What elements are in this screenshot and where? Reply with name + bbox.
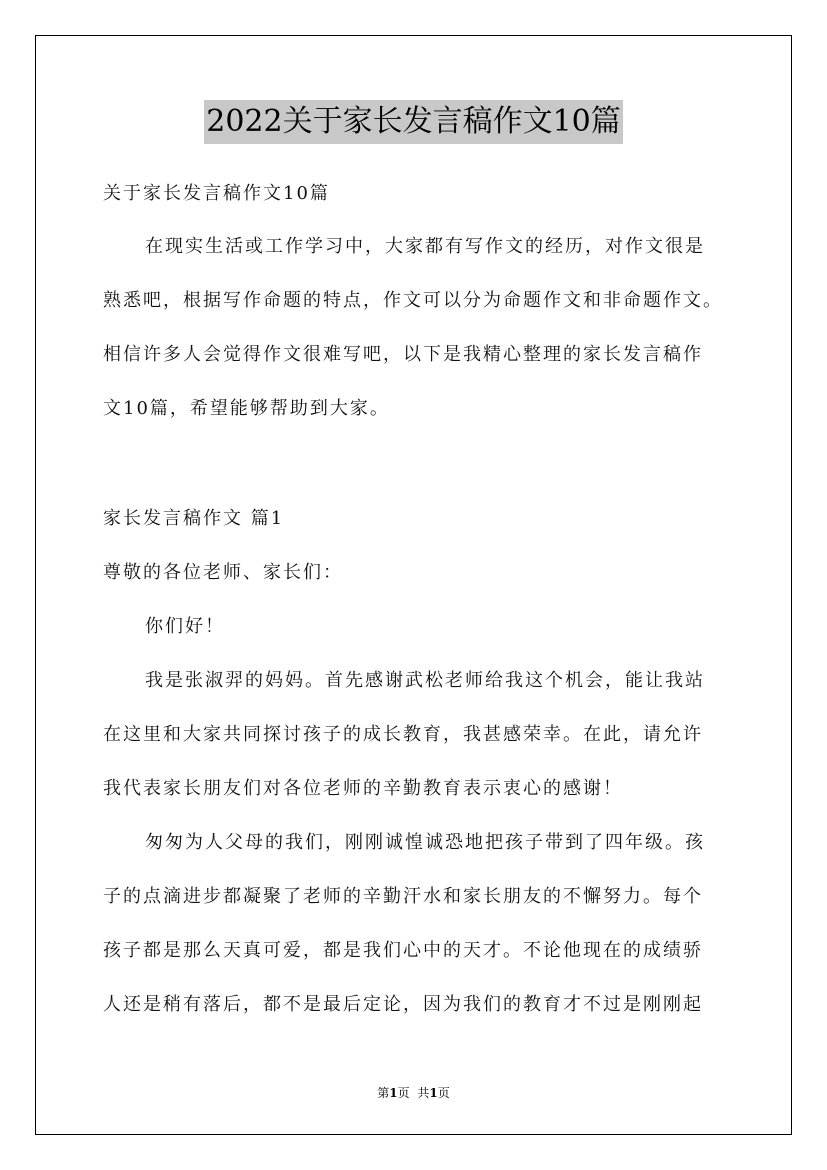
para2-line-1: 匆匆为人父母的我们，刚刚诚惶诚恐地把孩子带到了四年级。孩 xyxy=(145,832,705,853)
footer-total-prefix: 共 xyxy=(417,1086,430,1100)
salutation: 尊敬的各位老师、家长们： xyxy=(103,562,343,583)
footer-total-suffix: 页 xyxy=(437,1086,450,1100)
title-wrap xyxy=(0,100,827,144)
footer-page-number: 1 xyxy=(389,1086,398,1100)
document-title: 2022关于家长发言稿作文10篇 xyxy=(204,100,623,144)
intro-line-1: 在现实生活或工作学习中，大家都有写作文的经历，对作文很是 xyxy=(145,236,705,257)
subtitle: 关于家长发言稿作文10篇 xyxy=(103,183,330,204)
para1-line-3: 我代表家长朋友们对各位老师的辛勤教育表示衷心的感谢！ xyxy=(103,778,623,799)
intro-line-3: 相信许多人会觉得作文很难写吧，以下是我精心整理的家长发言稿作 xyxy=(103,344,703,365)
footer-total-number: 1 xyxy=(429,1086,438,1100)
section-heading: 家长发言稿作文 篇1 xyxy=(103,508,285,529)
para2-line-2: 子的点滴进步都凝聚了老师的辛勤汗水和家长朋友的不懈努力。每个 xyxy=(103,886,703,907)
page-footer xyxy=(0,1084,827,1101)
para1-line-1: 我是张淑羿的妈妈。首先感谢武松老师给我这个机会，能让我站 xyxy=(145,670,705,691)
greeting: 你们好！ xyxy=(145,616,225,637)
para1-line-2: 在这里和大家共同探讨孩子的成长教育，我甚感荣幸。在此，请允许 xyxy=(103,724,703,745)
intro-line-2: 熟悉吧，根据写作命题的特点，作文可以分为命题作文和非命题作文。 xyxy=(103,290,723,311)
para2-line-4: 人还是稍有落后，都不是最后定论，因为我们的教育才不过是刚刚起 xyxy=(103,994,703,1015)
footer-page-prefix: 第 xyxy=(377,1086,390,1100)
intro-line-4: 文10篇，希望能够帮助到大家。 xyxy=(103,398,390,419)
para2-line-3: 孩子都是那么天真可爱，都是我们心中的天才。不论他现在的成绩骄 xyxy=(103,940,703,961)
footer-page-suffix: 页 xyxy=(397,1086,410,1100)
